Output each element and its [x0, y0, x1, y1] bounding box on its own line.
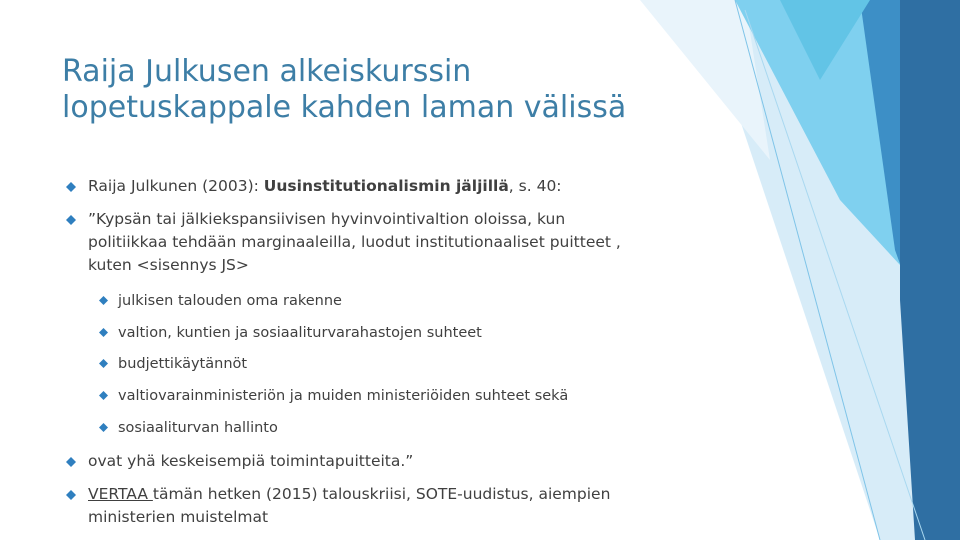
list-item: ovat yhä keskeisempiä toimintapuitteita.” [88, 452, 414, 470]
list-item [88, 175, 718, 198]
compare-label: VERTAA [88, 485, 153, 503]
title-line-1: Raija Julkusen alkeiskurssin [62, 54, 472, 89]
title-line-2: lopetuskappale kahden laman välissä [62, 90, 627, 125]
compare-text-line-1: tämän hetken (2015) talouskriisi, SOTE-uudistus, aiempien [152, 485, 611, 503]
quote-line-2: politiikkaa tehdään marginaaleilla, luodut institutionaaliset puitteet , [88, 233, 621, 251]
sub-list-item: sosiaaliturvan hallinto [118, 420, 278, 436]
citation-author: Raija Julkunen (2003): [88, 177, 264, 195]
quote-line-3: kuten <sisennys JS> [88, 256, 249, 274]
quote-line-1: ”Kypsän tai jälkiekspansiivisen hyvinvointivaltion oloissa, kun [88, 210, 566, 228]
sub-list-item: valtion, kuntien ja sosiaaliturvarahastojen suhteet [118, 325, 482, 341]
sub-list-item: julkisen talouden oma rakenne [118, 293, 342, 309]
list-item [88, 483, 718, 529]
compare-text-line-2: ministerien muistelmat [88, 508, 269, 526]
quote-item [88, 208, 718, 277]
sub-list-item: budjettikäytännöt [118, 356, 248, 372]
citation-page: , s. 40: [508, 177, 562, 195]
book-title: Uusinstitutionalismin jäljillä [263, 177, 509, 195]
sub-list-item: valtiovarainministeriön ja muiden ministeriöiden suhteet sekä [118, 388, 569, 404]
